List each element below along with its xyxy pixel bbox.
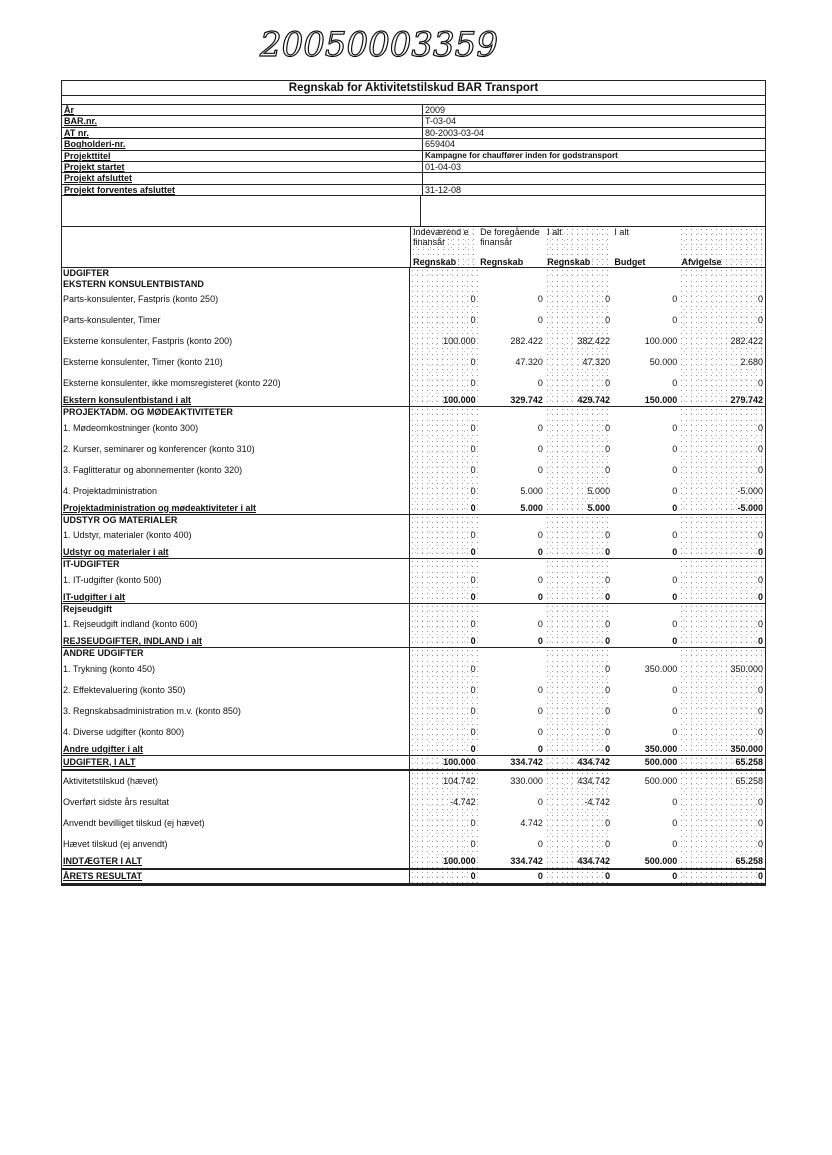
row-value: 0	[545, 373, 612, 394]
column-label: Afvigelse	[681, 257, 722, 268]
line-item-row	[62, 659, 765, 680]
row-value	[478, 659, 545, 680]
row-value: 0	[545, 659, 612, 680]
column-subheading: I alt	[614, 227, 629, 238]
row-value: 0	[537, 464, 543, 475]
row-value	[545, 407, 612, 418]
line-item-row	[62, 289, 765, 310]
section-heading	[62, 279, 765, 290]
row-value: 350.000	[644, 663, 678, 674]
info-row	[62, 162, 765, 173]
row-value: 0	[545, 722, 612, 743]
row-value: 2.680	[679, 352, 765, 373]
row-value: 0	[545, 525, 612, 546]
row-value: 0	[679, 614, 765, 635]
line-item-row	[62, 614, 765, 635]
line-item-row	[62, 792, 765, 813]
row-value: 100.000	[410, 331, 477, 352]
row-value: 0	[672, 485, 678, 496]
accounting-sheet	[61, 80, 766, 886]
info-label: BAR.nr.	[62, 116, 423, 126]
line-item-row	[62, 439, 765, 460]
row-value: 0	[545, 680, 612, 701]
row-value: 0	[679, 546, 765, 558]
row-value: 0	[672, 636, 678, 647]
row-value: 0	[537, 705, 543, 716]
info-row	[62, 173, 765, 184]
row-value: 0	[410, 614, 477, 635]
row-value: 0	[410, 546, 477, 558]
row-value	[679, 407, 765, 418]
row-label: 3. Regnskabsadministration m.v. (konto 850)	[62, 701, 410, 722]
row-value: 350.000	[679, 659, 765, 680]
row-value: 434.742	[545, 756, 612, 769]
row-label: 4. Diverse udgifter (konto 800)	[62, 722, 410, 743]
row-value: 0	[537, 574, 543, 585]
row-value: 500.000	[644, 775, 678, 786]
row-value: 0	[545, 546, 612, 558]
row-label: Andre udgifter i alt	[62, 743, 410, 755]
row-value: -4.742	[410, 792, 477, 813]
row-value: 0	[672, 315, 678, 326]
subtotal-row	[62, 743, 765, 756]
row-value	[545, 604, 612, 615]
row-value	[410, 559, 477, 570]
row-value: 0	[537, 547, 543, 558]
row-value: 0	[410, 310, 477, 331]
row-label: Anvendt bevilliget tilskud (ej hævet)	[62, 813, 410, 834]
row-value: 0	[545, 743, 612, 755]
row-value: 0	[537, 443, 543, 454]
row-label: 1. Mødeomkostninger (konto 300)	[62, 418, 410, 439]
row-value: 0	[537, 378, 543, 389]
line-item-row	[62, 701, 765, 722]
row-label: Hævet tilskud (ej anvendt)	[62, 834, 410, 855]
row-label: Parts-konsulenter, Timer	[62, 310, 410, 331]
row-value: 282.422	[679, 331, 765, 352]
row-value: 100.000	[644, 336, 678, 347]
row-value: 0	[672, 591, 678, 602]
row-label: 2. Effektevaluering (konto 350)	[62, 680, 410, 701]
row-value: 65.258	[679, 756, 765, 769]
row-value: 47.320	[545, 352, 612, 373]
row-label: Udstyr og materialer i alt	[62, 546, 410, 558]
handwritten-text: 20050003359	[260, 25, 498, 65]
row-value: 65.258	[679, 855, 765, 868]
row-label: INDTÆGTER I ALT	[62, 855, 410, 868]
row-value: 0	[545, 701, 612, 722]
row-value: -5.000	[679, 481, 765, 502]
row-value: 282.422	[510, 336, 543, 347]
row-label: UDSTYR OG MATERIALER	[62, 515, 410, 526]
row-value: 0	[679, 870, 765, 883]
row-label: Eksterne konsulenter, Fastpris (konto 200)	[62, 331, 410, 352]
row-label: Rejseudgift	[62, 604, 410, 615]
info-row	[62, 105, 765, 116]
column-subheading: Indeværend e finansår	[413, 227, 469, 248]
row-value: 0	[537, 870, 543, 881]
total-row	[62, 870, 765, 885]
row-value: 0	[672, 838, 678, 849]
row-value: 0	[410, 635, 477, 647]
line-item-row	[62, 460, 765, 481]
row-value	[612, 279, 679, 290]
row-value	[679, 604, 765, 615]
line-item-row	[62, 310, 765, 331]
row-value: 0	[679, 680, 765, 701]
row-value: 0	[537, 422, 543, 433]
row-value	[478, 407, 545, 418]
line-item-row	[62, 722, 765, 743]
row-value: 4.742	[520, 817, 543, 828]
row-value: -5.000	[679, 502, 765, 514]
row-value: 100.000	[410, 394, 477, 406]
handwritten-number	[258, 18, 498, 66]
row-value	[612, 648, 679, 659]
row-value: 0	[545, 439, 612, 460]
row-label: PROJEKTADM. OG MØDEAKTIVITETER	[62, 407, 410, 418]
column-subheading: De foregående finansår	[480, 227, 540, 248]
row-value: 0	[537, 636, 543, 647]
row-value: 0	[679, 722, 765, 743]
row-value: 0	[545, 289, 612, 310]
row-value: -4.742	[545, 792, 612, 813]
row-value: 279.742	[679, 394, 765, 406]
row-value	[545, 648, 612, 659]
row-value: 0	[672, 705, 678, 716]
row-value: 0	[679, 813, 765, 834]
row-value	[478, 604, 545, 615]
row-label: ÅRETS RESULTAT	[62, 870, 410, 883]
row-label: REJSEUDGIFTER, INDLAND i alt	[62, 635, 410, 647]
line-item-row	[62, 813, 765, 834]
row-value: 0	[672, 726, 678, 737]
row-value: 0	[672, 684, 678, 695]
row-value	[545, 279, 612, 290]
row-value: 350.000	[644, 743, 678, 754]
row-label: EKSTERN KONSULENTBISTAND	[62, 279, 410, 290]
row-value: 0	[679, 525, 765, 546]
info-label: Bogholderi-nr.	[62, 139, 423, 149]
row-label: 3. Faglitteratur og abonnementer (konto 320)	[62, 460, 410, 481]
row-value: 350.000	[679, 743, 765, 755]
line-item-row	[62, 352, 765, 373]
row-value	[410, 648, 477, 659]
row-value: 5.000	[520, 502, 543, 513]
row-value: 0	[672, 422, 678, 433]
row-value: 0	[537, 743, 543, 754]
row-value: 0	[545, 635, 612, 647]
line-item-row	[62, 525, 765, 546]
row-value: 0	[672, 817, 678, 828]
row-value: 0	[410, 525, 477, 546]
line-item-row	[62, 680, 765, 701]
row-value	[410, 279, 477, 290]
row-value: 0	[410, 870, 477, 883]
ledger-rows	[62, 268, 765, 885]
row-value	[478, 279, 545, 290]
row-value: 334.742	[510, 756, 543, 767]
row-value: 0	[410, 373, 477, 394]
row-value	[612, 268, 679, 279]
row-value: 0	[672, 464, 678, 475]
row-value: 0	[679, 834, 765, 855]
row-value	[545, 559, 612, 570]
row-value: 150.000	[644, 395, 678, 406]
row-value: 0	[410, 289, 477, 310]
subtotal-row	[62, 591, 765, 604]
column-heading	[478, 227, 545, 267]
row-value: 0	[672, 443, 678, 454]
row-label: 1. IT-udgifter (konto 500)	[62, 570, 410, 591]
column-heading	[411, 227, 478, 267]
info-value	[423, 173, 765, 183]
column-label: Regnskab	[413, 257, 457, 268]
row-label: 1. Udstyr, materialer (konto 400)	[62, 525, 410, 546]
column-label: Regnskab	[547, 257, 591, 268]
line-item-row	[62, 373, 765, 394]
row-value: 0	[679, 310, 765, 331]
row-value: 434.742	[545, 855, 612, 868]
row-value: 0	[679, 701, 765, 722]
info-label: AT nr.	[62, 128, 423, 138]
line-item-row	[62, 418, 765, 439]
row-value	[679, 268, 765, 279]
row-value: 0	[410, 352, 477, 373]
row-value	[612, 604, 679, 615]
row-label: UDGIFTER, I ALT	[62, 756, 410, 769]
row-label: Eksterne konsulenter, Timer (konto 210)	[62, 352, 410, 373]
row-value: 334.742	[510, 855, 543, 866]
info-value: Kampagne for chauffører inden for godstransport	[425, 150, 618, 160]
row-value: 0	[537, 796, 543, 807]
row-value: 0	[410, 502, 477, 514]
info-value: 659404	[425, 139, 456, 150]
row-value: 0	[672, 502, 678, 513]
row-value: 50.000	[649, 357, 678, 368]
info-label: Projekttitel	[62, 151, 423, 161]
row-value	[679, 559, 765, 570]
section-heading	[62, 268, 765, 279]
column-heading	[679, 227, 765, 267]
line-item-row	[62, 331, 765, 352]
row-label: IT-UDGIFTER	[62, 559, 410, 570]
row-value: 0	[537, 619, 543, 630]
row-value: 0	[410, 570, 477, 591]
gap	[62, 96, 765, 105]
info-value: T-03-04	[425, 116, 457, 127]
row-value: 0	[679, 439, 765, 460]
row-value: 100.000	[410, 756, 477, 769]
row-value: 429.742	[545, 394, 612, 406]
row-value	[410, 407, 477, 418]
row-value: 0	[537, 315, 543, 326]
row-value: 0	[410, 834, 477, 855]
row-value: 0	[545, 834, 612, 855]
info-label: År	[62, 105, 423, 115]
row-value: 0	[545, 614, 612, 635]
row-value: 382.422	[545, 331, 612, 352]
row-value: 0	[410, 722, 477, 743]
row-value: 329.742	[510, 395, 543, 406]
row-value: 0	[410, 439, 477, 460]
info-row	[62, 116, 765, 127]
row-value: 0	[537, 591, 543, 602]
row-label: Projektadministration og mødeaktiviteter i alt	[62, 502, 410, 514]
row-value: 0	[679, 570, 765, 591]
row-value	[679, 648, 765, 659]
row-value: 0	[545, 813, 612, 834]
row-value: 5.000	[520, 485, 543, 496]
row-value: 0	[545, 591, 612, 603]
row-value: 0	[672, 574, 678, 585]
row-value: 0	[537, 530, 543, 541]
total-row	[62, 855, 765, 870]
info-value: 31-12-08	[425, 184, 462, 195]
row-value: 0	[410, 813, 477, 834]
section-heading	[62, 559, 765, 570]
row-value	[410, 268, 477, 279]
line-item-row	[62, 481, 765, 502]
row-value: 330.000	[510, 775, 543, 786]
row-value	[612, 407, 679, 418]
row-value: 0	[545, 870, 612, 883]
row-value: 500.000	[644, 855, 678, 866]
row-value	[612, 559, 679, 570]
row-label: Aktivitetstilskud (hævet)	[62, 771, 410, 792]
row-value	[410, 515, 477, 526]
row-value: 65.258	[679, 771, 765, 792]
row-label: 4. Projektadministration	[62, 481, 410, 502]
row-value: 0	[537, 294, 543, 305]
row-value: 0	[545, 310, 612, 331]
row-value	[478, 648, 545, 659]
row-value	[545, 268, 612, 279]
row-value: 434.742	[545, 771, 612, 792]
row-label: Eksterne konsulenter, ikke momsregisteret (konto 220)	[62, 373, 410, 394]
row-value: 500.000	[644, 756, 678, 767]
row-value: 0	[672, 378, 678, 389]
info-row	[62, 128, 765, 139]
row-value: 0	[679, 635, 765, 647]
row-value: 0	[410, 591, 477, 603]
row-value	[478, 559, 545, 570]
info-value: 80-2003-03-04	[425, 127, 485, 138]
row-label: 1. Trykning (konto 450)	[62, 659, 410, 680]
total-row	[62, 756, 765, 771]
column-heading	[545, 227, 612, 267]
row-value	[679, 279, 765, 290]
info-block	[62, 105, 765, 196]
info-row	[62, 185, 765, 196]
row-label: Ekstern konsulentbistand i alt	[62, 394, 410, 406]
row-value	[612, 515, 679, 526]
row-value: 0	[410, 659, 477, 680]
row-value	[478, 268, 545, 279]
row-value: 0	[672, 619, 678, 630]
row-value: 100.000	[410, 855, 477, 868]
spacer	[62, 196, 765, 227]
row-value: 0	[672, 796, 678, 807]
row-value: 0	[537, 838, 543, 849]
info-label: Projekt forventes afsluttet	[62, 185, 423, 195]
row-label: Overført sidste års resultat	[62, 792, 410, 813]
row-label: UDGIFTER	[62, 268, 410, 279]
row-value: 0	[410, 680, 477, 701]
row-value: 104.742	[410, 771, 477, 792]
row-value: 0	[672, 870, 678, 881]
row-value	[679, 515, 765, 526]
column-label: Budget	[614, 257, 646, 268]
section-heading	[62, 648, 765, 659]
row-value: 0	[545, 460, 612, 481]
info-value: 01-04-03	[425, 161, 462, 172]
row-value: 0	[672, 294, 678, 305]
row-value: 0	[410, 418, 477, 439]
row-value: 0	[679, 418, 765, 439]
info-row	[62, 151, 765, 162]
info-label: Projekt startet	[62, 162, 423, 172]
row-value	[478, 515, 545, 526]
column-subheading: I alt	[547, 227, 562, 238]
row-value: 0	[672, 530, 678, 541]
subtotal-row	[62, 394, 765, 407]
row-value: 0	[410, 460, 477, 481]
row-value: 0	[410, 701, 477, 722]
line-item-row	[62, 771, 765, 792]
info-row	[62, 139, 765, 150]
row-value: 0	[679, 289, 765, 310]
row-label: IT-udgifter i alt	[62, 591, 410, 603]
row-value: 0	[410, 481, 477, 502]
row-value: 0	[537, 726, 543, 737]
row-label: 2. Kurser, seminarer og konferencer (konto 310)	[62, 439, 410, 460]
sheet-title: Regnskab for Aktivitetstilskud BAR Transport	[62, 81, 765, 96]
line-item-row	[62, 834, 765, 855]
row-label: 1. Rejseudgift indland (konto 600)	[62, 614, 410, 635]
row-value: 0	[545, 570, 612, 591]
subtotal-row	[62, 546, 765, 559]
subtotal-row	[62, 502, 765, 515]
info-value: 2009	[425, 105, 446, 115]
column-label: Regnskab	[480, 257, 524, 268]
subtotal-row	[62, 635, 765, 648]
row-value: 47.320	[515, 357, 543, 368]
row-value	[410, 604, 477, 615]
row-value: 0	[679, 792, 765, 813]
row-value: 5.000	[545, 502, 612, 514]
row-value: 0	[545, 418, 612, 439]
row-value: 0	[679, 373, 765, 394]
row-value: 0	[410, 743, 477, 755]
row-value: 0	[672, 547, 678, 558]
row-value	[545, 515, 612, 526]
row-value: 5.000	[545, 481, 612, 502]
column-heading	[612, 227, 679, 267]
row-label: Parts-konsulenter, Fastpris (konto 250)	[62, 289, 410, 310]
line-item-row	[62, 570, 765, 591]
column-header	[62, 227, 765, 268]
row-value: 0	[679, 460, 765, 481]
section-heading	[62, 604, 765, 615]
row-value: 0	[537, 684, 543, 695]
section-heading	[62, 407, 765, 418]
info-label: Projekt afsluttet	[62, 173, 423, 183]
section-heading	[62, 515, 765, 526]
row-label: ANDRE UDGIFTER	[62, 648, 410, 659]
row-value: 0	[679, 591, 765, 603]
